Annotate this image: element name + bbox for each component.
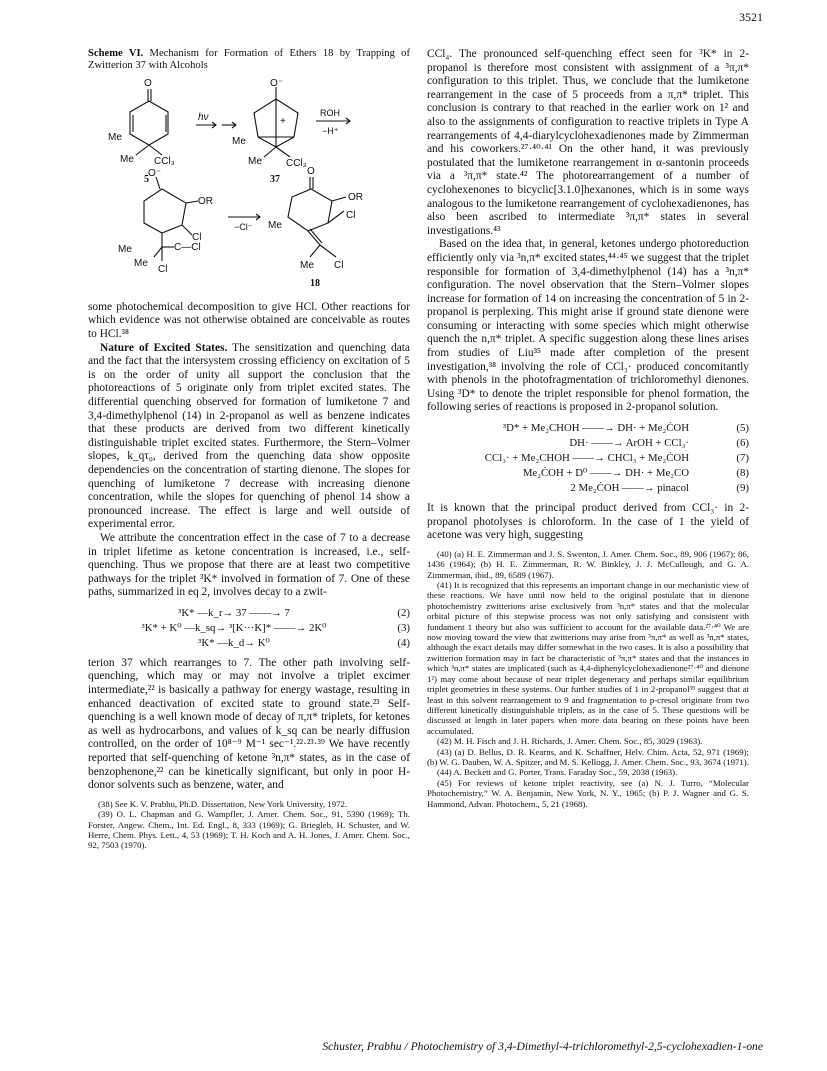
arrow-minus-h-label: −H⁺ (322, 125, 339, 136)
atom-me-37b: Me (248, 155, 262, 167)
arrow-minus-cl-label: −Cl⁻ (234, 221, 253, 232)
equation-2-number: (2) (397, 606, 410, 619)
atom-o-18: O (307, 165, 315, 177)
equation-9 (427, 481, 749, 496)
atom-o-5: O (144, 77, 152, 89)
atom-me-37a: Me (232, 135, 246, 147)
paragraph-left-2-text: Nature of Excited States. The sensitization and quenching data and the fact that the intersystem crossing efficiency on excitation of 5 is on the order of unity all support the conclusion that the photoreactions of 5 originate only from triplet excited states. The differential quenching observed for formation of lumiketone 7 and 3,4-dimethylphenol (14) in 2-propanol as well as benzene indicates that these products are derived from two different kinetically distinguishable triplet excited states. Furthermore, the Stern–Volmer slopes, k_qτ₀, derived from the quenching data show opposite dependencies on the concentration of starting dienone. The slopes for quenching of lumiketone 7 decrease with increasing dienone concentration, while the slopes for quenching of phenol 14 show a pronounced increase. The effect is large and well outside of experimental error. (88, 341, 410, 531)
equation-3-expr: ³K* + K⁰ —k_sq→ ³[K···K]* ——→ 2K⁰ (141, 621, 327, 634)
equation-7-number: (7) (736, 452, 749, 465)
equation-6-expr: DH· ——→ ArOH + CCl₃· (569, 437, 689, 450)
paragraph-left-4: terion 37 which rearranges to 7. The other path involving self-quenching, which may or may not involve a triplet excimer intermediate,²² is basically a pathway for energy wastage, resulting in enhanced deactivation of excited state to ground state.²³ Self-quenching is a well known mode of decay of π,π* triplets, for ketones as well as hydrocarbons, and values of k_sq can be nearly diffusion controlled, on the order of 10⁸⁻⁹ M⁻¹ sec⁻¹.²²·²³·³⁹ We have recently reported that self-quenching of ketone ³n,π* states, as in the case of benzophenone,²² can be kinetically significant, but only in poor H-donor solvents such as benzene, water, and (88, 656, 410, 792)
equation-4 (88, 636, 410, 651)
references-left (88, 799, 410, 851)
equation-8-expr: Me₂ĊOH + D⁰ ——→ DH· + Me₂CO (522, 467, 689, 480)
compound-label-18: 18 (310, 277, 320, 289)
atom-cl-18a: Cl (346, 209, 356, 221)
atom-c-cl-int: C—Cl (174, 241, 201, 253)
reference-39: (39) O. L. Chapman and G. Wampfler, J. Amer. Chem. Soc., 91, 5390 (1969); Th. Forster, Angew. Chem., Int. Ed. Engl., 8, 333 (1969); G. Briegleb, H. Schuster, and W. Herre, Chem. Phys. Lett., 4, 53 (1969); T. H. Koch and A. H. Jones, J. Amer. Chem. Soc., 92, 7503 (1970). (88, 809, 410, 851)
atom-me-int-b: Me (134, 257, 148, 269)
paragraph-left-3: We attribute the concentration effect in the case of 7 to a decrease in triplet lifetime as ketone concentration is increased, i.e., self-quenching. Thus we propose that there are at least two competitive pathways for the triplet ³K* involved in formation of 7. One of these paths, summarized in eq 2, involves decay to a zwit- (88, 531, 410, 599)
atom-me-5a: Me (108, 131, 122, 143)
equation-8-number: (8) (736, 467, 749, 480)
scheme-caption-text: Mechanism for Formation of Ethers 18 by Trapping of Zwitterion 37 with Alcohols (88, 48, 410, 72)
reference-45: (45) For reviews of ketone triplet reactivity, see (a) N. J. Turro, “Molecular Photochemistry,” W. A. Benjamin, New York, N. Y., 1965; (b) P. J. Wagner and G. S. Hammond, Advan. Photochem., 5, 21 (1968). (427, 777, 749, 809)
reference-43: (43) (a) D. Bellus, D. R. Kearns, and K. Schaffner, Helv. Chim. Acta, 52, 971 (1969); (b) W. G. Dauben, W. A. Spitzer, and M. S. Kellogg, J. Amer. Chem. Soc., 93, 3674 (1971). (427, 746, 749, 767)
equation-9-number: (9) (736, 482, 749, 495)
paragraph-left-2 (88, 342, 410, 532)
equation-3-number: (3) (397, 621, 410, 634)
section-heading-nature: Nature of Excited States. (100, 341, 228, 354)
paragraph-right-1: CCl₄. The pronounced self-quenching effect seen for ³K* in 2-propanol is therefore most consistent with assignment of a ³π,π* configuration to this triplet. Thus, we conclude that the lumiketone rearrangement in the case of 5 proceeds from a π,π* triplet. This conclusion is contrary to that reached in the earlier work on 1² and also to the assignments of configuration to reactive triplets in Type A rearrangements of 4,4-diarylcyclohexadienones made by Zimmerman and his coworkers.²⁷·⁴⁰·⁴¹ On the other hand, it was previously postulated that the lumiketone rearrangement in α-santonin proceeds via a ³π,π* state.⁴² The photorearrangement of a number of cyclohexenones to bicyclic[3.1.0]hexanones, which is in some ways analogous to the lumiketone rearrangement of cyclohexadienones, has also been ascribed to intermediate ³π,π* states in several investigations.⁴³ (427, 48, 749, 237)
compound-label-5: 5 (144, 173, 149, 185)
atom-or-18: OR (348, 191, 363, 203)
equation-4-number: (4) (397, 636, 410, 649)
atom-me-18a: Me (268, 219, 282, 231)
equation-7 (427, 451, 749, 466)
equation-3 (88, 621, 410, 636)
equation-6 (427, 436, 749, 451)
plus-sign: + (280, 115, 286, 127)
equation-9-expr: 2 Me₂ĊOH ——→ pinacol (570, 482, 689, 495)
paragraph-left-1: some photochemical decomposition to give HCl. Other reactions for which evidence was not otherwise obtained are conceivable as routes to HCl.³⁸ (88, 300, 410, 340)
equation-5-number: (5) (736, 422, 749, 435)
paragraph-right-3: It is known that the principal product derived from CCl₃· in 2-propanol photolyses is chloroform. In the case of 1 the yield of acetone was very high, suggesting (427, 502, 749, 542)
structure-37 (254, 87, 298, 157)
equations-right (427, 421, 749, 496)
equation-4-expr: ³K* —k_d→ K⁰ (198, 636, 270, 649)
atom-cl-int-a: Cl (192, 231, 202, 243)
scheme-caption-label: Scheme VI. (88, 48, 144, 59)
equation-2-expr: ³K* —k_r→ 37 ——→ 7 (178, 606, 290, 619)
equation-6-number: (6) (736, 437, 749, 450)
equation-8 (427, 466, 749, 481)
atom-ccl3-37: CCl₃ (286, 157, 307, 169)
equation-5 (427, 421, 749, 436)
arrow-hv-label: hν (198, 111, 209, 123)
atom-cl-18b: Cl (334, 259, 344, 271)
left-column (88, 48, 410, 851)
structure-5 (130, 89, 168, 155)
atom-or-int: OR (198, 195, 213, 207)
scheme-figure (88, 77, 410, 295)
atom-me-5b: Me (120, 153, 134, 165)
running-footer: Schuster, Prabhu / Photochemistry of 3,4-Dimethyl-4-trichloromethyl-2,5-cyclohexadien-1-one (322, 1040, 763, 1053)
reference-38: (38) See K. V. Prabhu, Ph.D. Dissertation, New York University, 1972. (98, 798, 348, 809)
arrow-roh-label: ROH (320, 107, 340, 118)
atom-cl-int-b: Cl (158, 263, 168, 275)
atom-me-18b: Me (300, 259, 314, 271)
equation-7-expr: CCl₃· + Me₂CHOH ——→ CHCl₃ + Me₂ĊOH (484, 452, 689, 465)
reference-40: (40) (a) H. E. Zimmerman and J. S. Swenton, J. Amer. Chem. Soc., 89, 906 (1967); 86, 1436 (1964); (b) H. E. Zimmerman, R. W. Binkley, J. J. McCullough, and G. A. Zimmerman, ibid., 89, 6589 (1967). (427, 548, 749, 580)
atom-ccl3-5: CCl₃ (154, 155, 175, 167)
atom-me-int-a: Me (118, 243, 132, 255)
paragraph-right-2: Based on the idea that, in general, ketones undergo photoreduction efficiently only via ³n,π* excited states,⁴⁴·⁴⁵ we suggest that the triplet responsible for formation of 3,4-dimethylphenol (14) has a ³n,π* configuration. The novel observation that the Stern–Volmer slopes increase for formation of 14 on increasing the concentration of 5 in 2-propanol is perplexing. This might arise if ground state dienone were consuming or interacting with some species which might otherwise quench the n,π* triplet. A specific suggestion along these lines arises from studies of Liu³⁵ made after completion of the present investigation,³⁸ involving the role of CCl₃· produced concomitantly with phenols in the photofragmentation of trichloromethyl dienones. Using ³D* to denote the triplet responsible for phenol formation, the following series of reactions is proposed in 2-propanol solution. (427, 238, 749, 414)
reference-44: (44) A. Beckett and G. Porter, Trans. Faraday Soc., 59, 2038 (1963). (437, 767, 678, 778)
right-column (427, 48, 749, 809)
scheme-caption (88, 48, 410, 73)
equation-2 (88, 606, 410, 621)
reference-42: (42) M. H. Fisch and J. H. Richards, J. Amer. Chem. Soc., 85, 3029 (1963). (437, 736, 703, 747)
page-number: 3521 (739, 10, 763, 24)
structure-18 (288, 177, 346, 257)
compound-label-37: 37 (270, 173, 280, 185)
references-right (427, 549, 749, 809)
reference-41: (41) It is recognized that this represents an important change in our mechanistic view of these reactions. We have until now held to the original postulate that in dienone photochemistry zwitterions arise exclusively from ³n,π* states and that the molecular orbital picture of this stepwise process was not only satisfying and consistent with fundament 1 theory but also was sufficient to account for the available data.²⁷·⁴⁰ We are now moving toward the view that zwitterions may arise from ³π,π* as well as ³n,π* states, although the exact details may differ somewhat in the two cases. It is also a possibility that zwitterion formation may in fact be characteristic of ³π,π* states and that the instances in which ³n,π* states are implicated (such as 4,4-diphenylcyclohexadienone²⁷·⁴⁰ and dienone 1²) may come about because of near triplet degeneracy and perhaps similar equilibrium triplet geometries in these systems. Our further studies of 1 in 2-propanol³⁵ suggest that at least in this solvent rearrangement to 9 and fragmentation to p-cresol originate from two different kinetically distinguishable triplets, as in the case of 5. These questions will be discussed at length in later papers when more data bearing on these points have been accumulated. (427, 580, 749, 736)
atom-o-int: O⁻ (148, 167, 162, 179)
equations-left (88, 606, 410, 651)
equation-5-expr: ³D* + Me₂CHOH ——→ DH· + Me₂ĊOH (502, 422, 689, 435)
atom-ominus-37: O⁻ (270, 77, 284, 89)
